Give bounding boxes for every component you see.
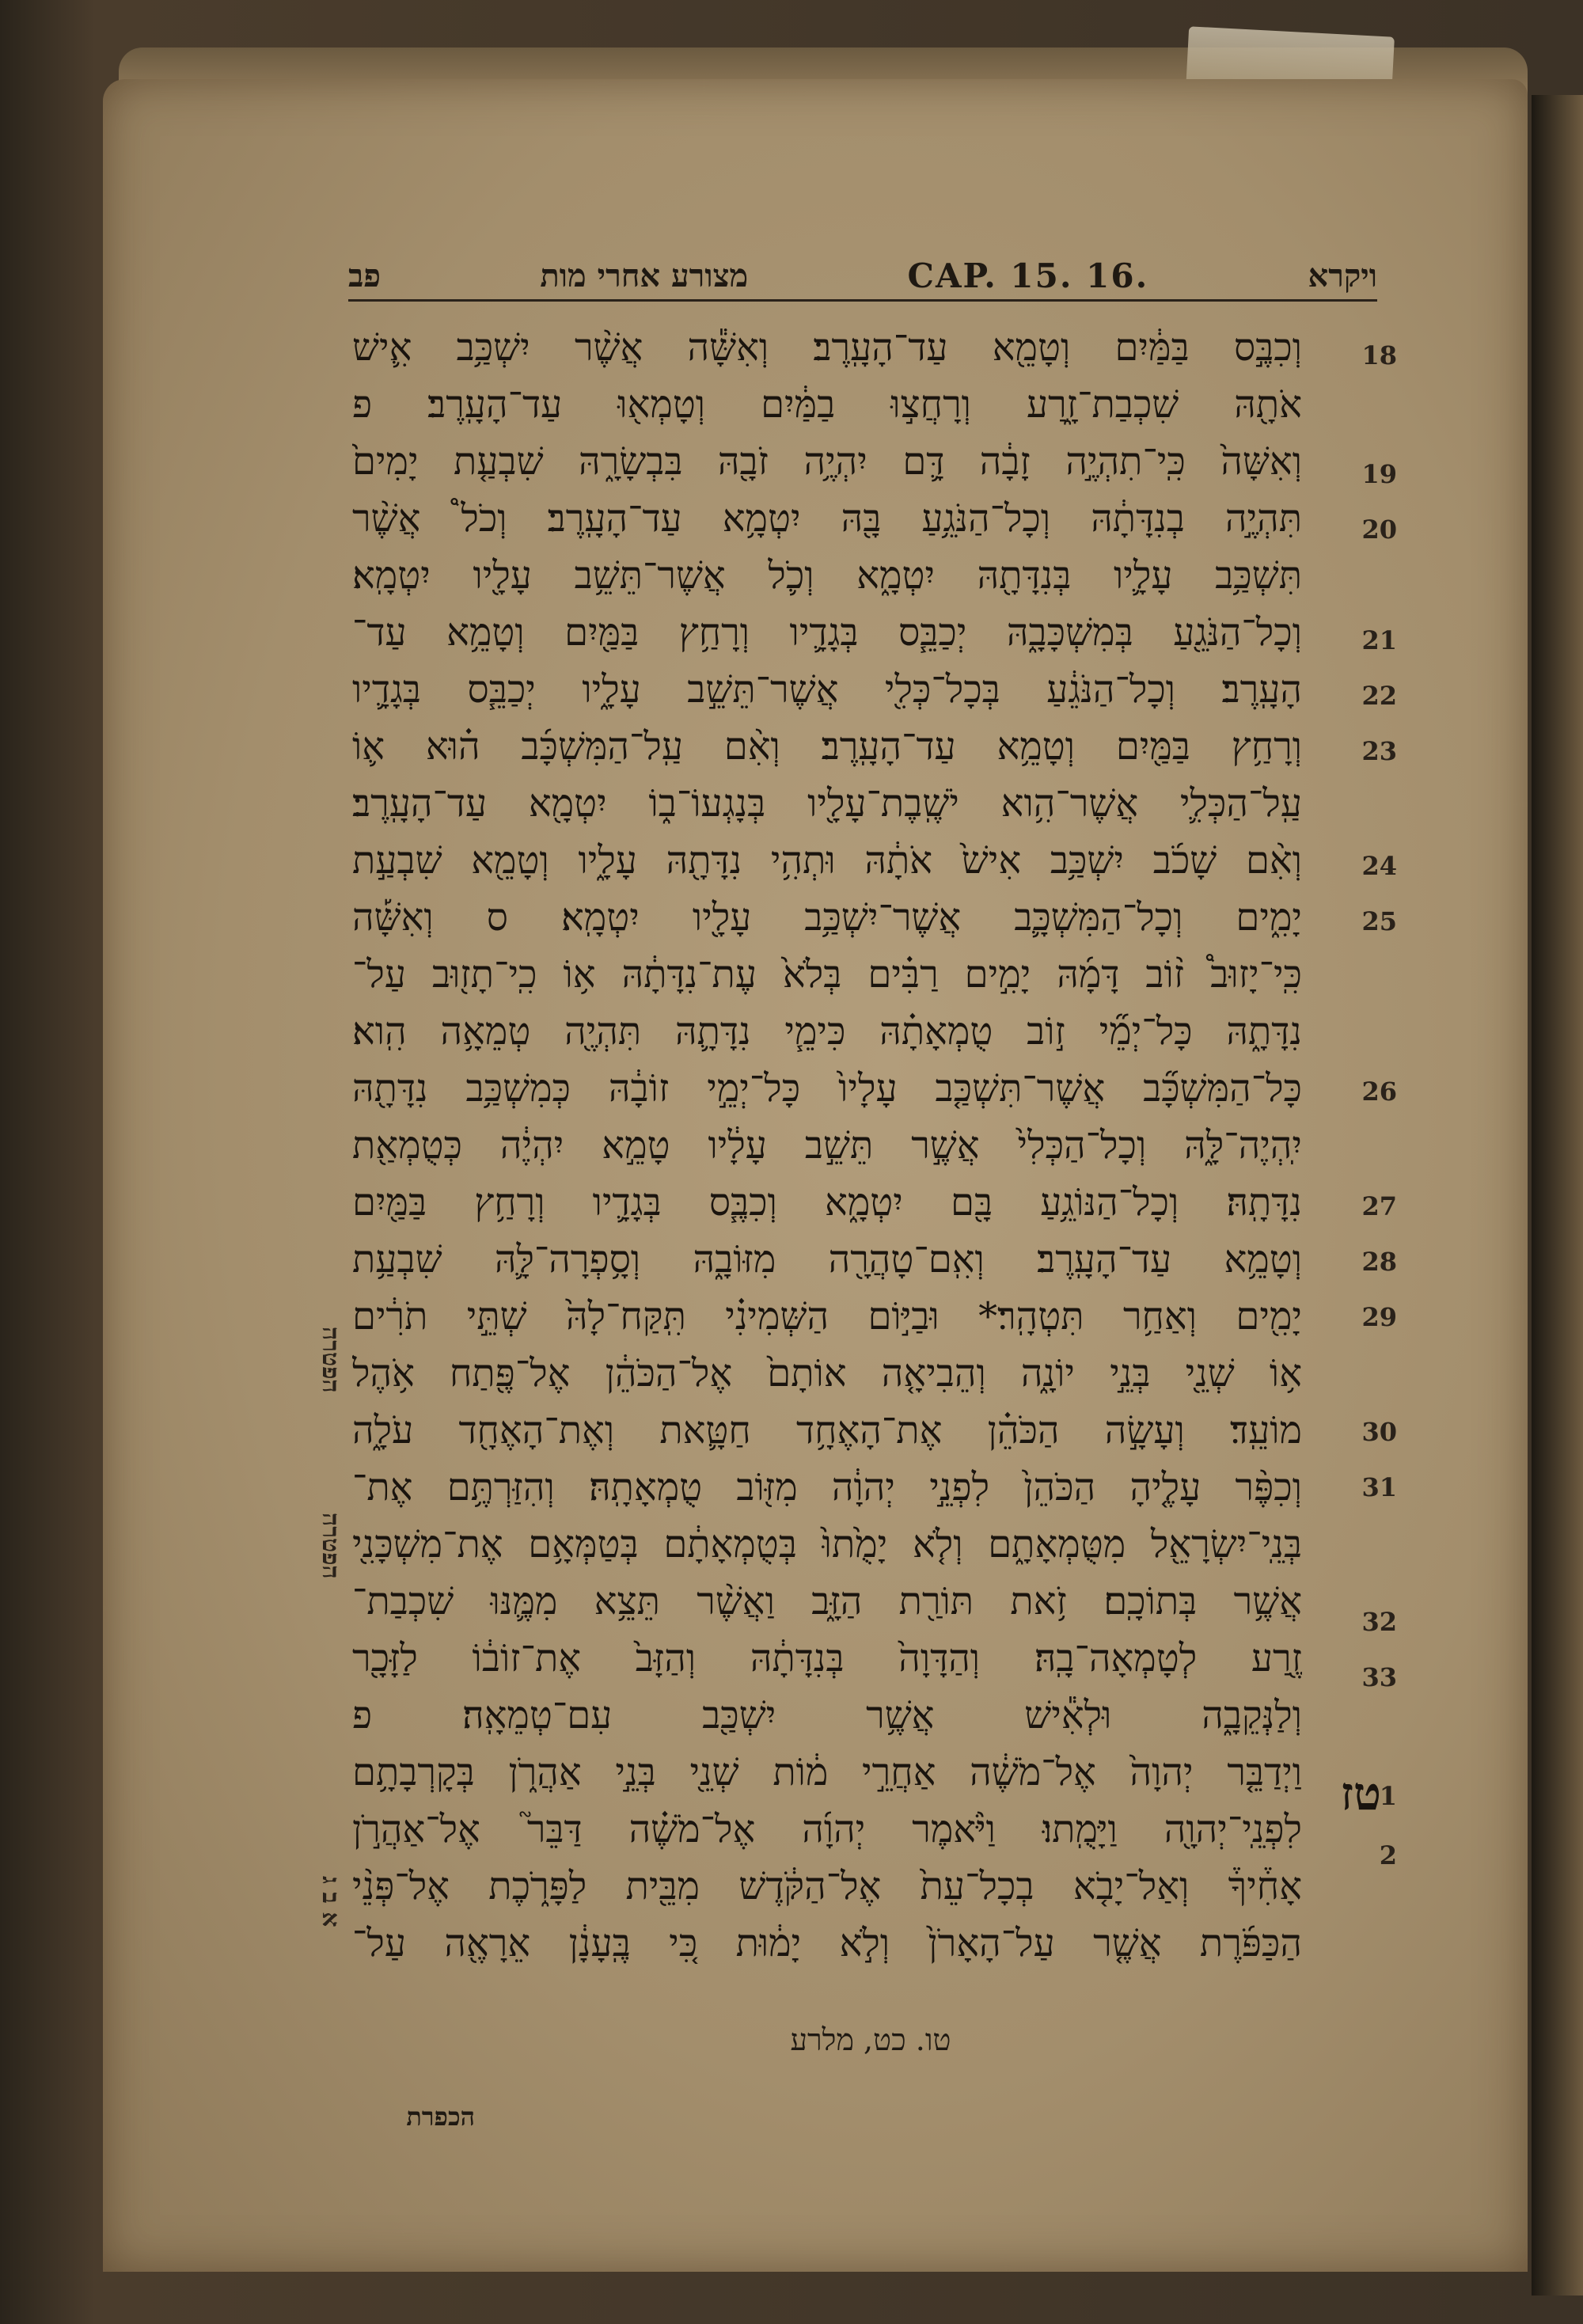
text-line: זֶ֖רַע לְטָמְאָה־בָֽהּ׃ וְהַדָּוָה֙ בְּנִדָּתָ֔הּ וְהַזָּב֙ אֶת־זוֹב֔וֹ לַזָּכָ֖ר [352, 1636, 1302, 1680]
scripture-text [352, 321, 1302, 1965]
verse-number: 26 [1361, 1077, 1397, 1107]
verse-number: 1 [1379, 1781, 1397, 1811]
text-line: וַיְדַבֵּ֤ר יְהוָה֙ אֶל־מֹשֶׁ֔ה אַחֲרֵ֣י מ֔וֹת שְׁנֵ֖י בְּנֵ֣י אַהֲרֹ֑ן בְּקָרְבָתָ֥ם [352, 1750, 1302, 1794]
page-number: פב [348, 256, 382, 294]
text-line: א֥וֹ שְׁנֵ֖י בְּנֵ֣י יוֹנָ֑ה וְהֵבִיאָ֤ה אוֹתָם֙ אֶל־הַכֹּהֵ֔ן אֶל־פֶּ֖תַח אֹ֥הֶל [352, 1351, 1302, 1396]
margin-note: א ב ג [317, 1876, 344, 1927]
margin-note: הפטרה [317, 1513, 344, 1579]
text-line: תִּשְׁכַּ֥ב עָלָ֛יו בְּנִדָּתָ֖הּ יִטְמָ֑א וְכֹ֛ל אֲשֶׁר־תֵּשֵׁ֥ב עָלָ֖יו יִטְמָֽא׃ [352, 553, 1302, 598]
facing-page-edge [1532, 95, 1583, 2296]
text-line: וְאִ֨ם שָׁכֹ֜ב יִשְׁכַּ֥ב אִישׁ֙ אֹתָ֔הּ וּתְהִ֥י נִדָּתָ֖הּ עָלָ֑יו וְטָמֵ֖א שִׁבְעַ֣ת [352, 838, 1302, 883]
footnote: טו. כט, מלרע [790, 2022, 951, 2057]
text-line: וְלַנְּקֵבָ֑ה וּלְאִ֕ישׁ אֲשֶׁ֥ר יִשְׁכַּ֖ב עִם־טְמֵאָֽה׃ פ [352, 1693, 1302, 1737]
text-line: וְרָחַ֥ץ בַּמַּ֖יִם וְטָמֵ֥א עַד־הָעָֽרֶב׃ וְאִ֨ם עַֽל־הַמִּשְׁכָּ֜ב ה֗וּא א֛וֹ [352, 724, 1302, 769]
verse-number: 27 [1361, 1191, 1397, 1221]
chapter-letter-mark: טז [1340, 1767, 1381, 1821]
text-line: נִדָּתָ֑הּ כָּל־יְמֵ֞י ז֣וֹב טֻמְאָתָ֗הּ כִּימֵ֧י נִדָּתָ֛הּ תִּהְיֶ֖ה טְמֵאָ֥ה הִֽוא׃ [352, 1009, 1302, 1054]
verse-number: 32 [1361, 1607, 1397, 1637]
text-line: מוֹעֵֽד׃ וְעָשָׂ֣ה הַכֹּהֵ֗ן אֶת־הָאֶחָ֥ד חַטָּ֛את וְאֶת־הָאֶחָ֖ד עֹלָ֑ה [352, 1408, 1302, 1452]
text-line: בְּנֵֽי־יִשְׂרָאֵ֖ל מִטֻּמְאָתָ֑ם וְלֹ֤א יָמֻ֙תוּ֙ בְּטֻמְאָתָ֔ם בְּטַמְּאָ֥ם אֶת־מִשְׁכָּנִ֖י [352, 1522, 1302, 1566]
text-line: יָמִ֖ים וְאַחַ֥ר תִּטְהָֽר׃* וּבַיּ֣וֹם הַשְּׁמִינִ֗י תִּֽקַּח־לָהּ֙ שְׁתֵּ֣י תֹרִ֔ים [352, 1294, 1302, 1339]
verse-number: 29 [1361, 1302, 1397, 1332]
text-line: נִדָּתָֽהּ׃ וְכָל־הַנּוֹגֵ֥עַ בָּ֖ם יִטְמָ֑א וְכִבֶּ֧ס בְּגָדָ֛יו וְרָחַ֥ץ בַּמַּ֖יִם [352, 1180, 1302, 1225]
text-line: אָחִ֒יךָ֒ וְאַל־יָבֹ֤א בְכָל־עֵת֙ אֶל־הַקֹּ֔דֶשׁ מִבֵּ֖ית לַפָּרֹ֑כֶת אֶל־פְּנֵ֨י [352, 1864, 1302, 1908]
verse-number: 21 [1361, 625, 1397, 655]
text-line: וְטָמֵ֥א עַד־הָעָֽרֶב׃ וְאִֽם־טָהֲרָ֖ה מִזּוֹבָ֑הּ וְסָ֥פְרָה־לָּ֛הּ שִׁבְעַ֥ת [352, 1237, 1302, 1282]
verse-number: 2 [1379, 1840, 1397, 1870]
chapter-reference: CAP. 15. 16. [907, 256, 1149, 295]
text-line: וְכִבֶּ֣ס בַּמַּ֔יִם וְטָמֵ֖א עַד־הָעָֽרֶב׃ וְאִשָּׁ֕ה אֲשֶׁ֨ר יִשְׁכַּ֥ב אִ֛ישׁ [352, 325, 1302, 370]
text-line: כִּֽי־יָזוּב֩ ז֨וֹב דָּמָ֜הּ יָמִ֣ים רַבִּ֗ים בְּלֹא֙ עֶת־נִדָּתָ֔הּ א֥וֹ כִֽי־תָז֖וּב עַל־ [352, 952, 1302, 997]
verse-number: 28 [1361, 1247, 1397, 1277]
text-line: הַכַּפֹּ֜רֶת אֲשֶׁ֤ר עַל־הָאָרֹן֙ וְלֹ֣א יָמ֔וּת כִּ֚י בֶּֽעָנָ֔ן אֵרָאֶ֖ה עַל־ [352, 1921, 1302, 1965]
verse-number: 30 [1361, 1417, 1397, 1447]
text-line: אֲשֶׁ֥ר בְּתוֹכָֽם׃ זֹ֥את תּוֹרַ֖ת הַזָּ֑ב וַאֲשֶׁ֨ר תֵּצֵ֥א מִמֶּ֛נּוּ שִׁכְבַת־ [352, 1579, 1302, 1623]
verse-number: 24 [1361, 851, 1397, 881]
verse-number: 20 [1361, 515, 1397, 545]
text-line: וְאִשָּׁה֙ כִּֽי־תִהְיֶ֣ה זָבָ֔ה דָּ֛ם יִהְיֶ֥ה זֹבָ֖הּ בִּבְשָׂרָ֑הּ שִׁבְעַ֤ת יָמִים֙ [352, 439, 1302, 484]
text-line: יָמִ֑ים וְכָל־הַמִּשְׁכָּ֛ב אֲשֶׁר־יִשְׁכַּ֥ב עָלָ֖יו יִטְמָֽא׃ ס וְאִשָּׁ֡ה [352, 895, 1302, 940]
header-rule [348, 299, 1377, 302]
verse-number: 31 [1361, 1472, 1397, 1502]
verse-number: 33 [1361, 1662, 1397, 1692]
book-name: ויקרא [1308, 256, 1377, 294]
verse-number: 19 [1361, 459, 1397, 489]
verse-number: 23 [1361, 736, 1397, 766]
text-line: לִפְנֵֽי־יְהוָ֖ה וַיָּמֻֽתוּ׃ וַיֹּ֨אמֶר יְהוָ֜ה אֶל־מֹשֶׁ֗ה דַּבֵּר֮ אֶל־אַהֲרֹ֣ן [352, 1807, 1302, 1851]
text-line: תִּהְיֶ֣ה בְנִדָּתָ֔הּ וְכָל־הַנֹּגֵ֥עַ בָּ֖הּ יִטְמָ֥א עַד־הָעָֽרֶב׃ וְכֹל֩ אֲשֶׁ֨ר [352, 496, 1302, 541]
text-line: וְכָל־הַנֹּגֵ֖עַ בְּמִשְׁכָּבָ֑הּ יְכַבֵּ֧ס בְּגָדָ֛יו וְרָחַ֥ץ בַּמַּ֖יִם וְטָמֵ֥א עַד־ [352, 610, 1302, 655]
verse-number: 22 [1361, 681, 1397, 711]
catchword: הכפרת [406, 2102, 475, 2132]
margin-note: הפטרה [317, 1327, 344, 1393]
text-line: הָעָֽרֶב׃ וְכָל־הַנֹּגֵ֔עַ בְּכָל־כְּלִ֖י אֲשֶׁר־תֵּשֵׁ֣ב עָלָ֑יו יְכַבֵּ֧ס בְּגָדָ֛יו [352, 667, 1302, 712]
text-line: אֹתָ֖הּ שִׁכְבַת־זָ֑רַע וְרָחֲצ֣וּ בַמַּ֔יִם וְטָמְא֖וּ עַד־הָעָֽרֶב׃ פ [352, 382, 1302, 427]
text-line: יִֽהְיֶה־לָּ֑הּ וְכָל־הַכְּלִי֙ אֲשֶׁ֣ר תֵּשֵׁ֣ב עָלָ֔יו טָמֵ֣א יִהְיֶ֔ה כְּטֻמְאַ֖ת [352, 1123, 1302, 1168]
verse-number: 25 [1361, 906, 1397, 936]
verse-number: 18 [1361, 340, 1397, 370]
text-line: וְכִפֶּ֨ר עָלֶ֤יהָ הַכֹּהֵן֙ לִפְנֵ֣י יְהוָ֔ה מִזּ֖וֹב טֻמְאָתָֽהּ׃ וְהִזַּרְתֶּ֥ם אֶת־ [352, 1465, 1302, 1509]
parasha-names: מצורע אחרי מות [540, 256, 749, 294]
running-header [348, 252, 1377, 299]
verse-number-column [1310, 325, 1397, 1908]
text-line: כָּל־הַמִּשְׁכָּ֞ב אֲשֶׁר־תִּשְׁכַּ֤ב עָלָיו֙ כָּל־יְמֵ֣י זוֹבָ֔הּ כְּמִשְׁכַּ֥ב נִדָּתָ֖הּ [352, 1066, 1302, 1111]
text-line: עַֽל־הַכְּלִ֛י אֲשֶׁר־הִ֥וא יֹשֶֽׁבֶת־עָלָ֖יו בְּנָגְעוֹ־ב֑וֹ יִטְמָ֖א עַד־הָעָֽרֶב׃ [352, 781, 1302, 826]
